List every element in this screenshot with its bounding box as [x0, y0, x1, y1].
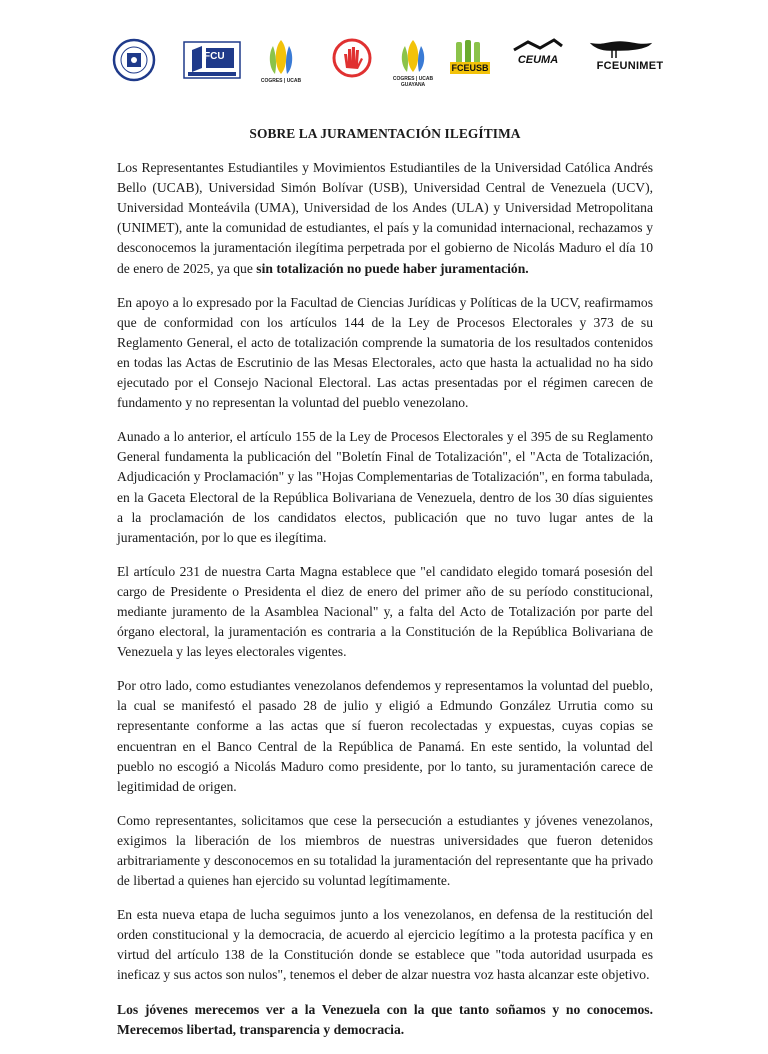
ceuma-caption: CEUMA — [517, 54, 559, 66]
fceusb-logo — [448, 38, 492, 94]
fcu-logo — [182, 38, 242, 94]
fceusb-caption: FCEUSB — [451, 63, 489, 73]
hand-logo — [332, 38, 372, 94]
fceunimet-logo — [582, 38, 678, 94]
paragraph-4: El artículo 231 de nuestra Carta Magna establece que "el candidato elegido tomará posesión del cargo de Presidente o Presidenta el diez de enero del primer año de su período constitucional, mediante juramento de la Asamblea Nacional" y, a falta del Acto de Totalización por parte del órgano electoral, la juramentación es contraria a la Constitución de la República Bolivariana de Venezuela y las leyes electorales vigentes. — [117, 563, 653, 660]
paragraph-3: Aunado a lo anterior, el artículo 155 de la Ley de Procesos Electorales y el 395 de su Reglamento General fundamenta la publicación del "Boletín Final de Totalización", el "Acta de Totalización, Adjudicación y Proclamación" y las "Hojas Complementarias de Totalización", en forma tabulada, en la Gaceta Electoral de la República Bolivariana de Venezuela, dentro de los 30 días siguientes a la proclamación de los candidatos electos, publicación que no tuvo lugar antes de la juramentación, por lo que es ilegítima. — [117, 429, 653, 545]
seal-logo — [112, 38, 156, 94]
paragraph-1 — [117, 158, 653, 279]
document-title: SOBRE LA JURAMENTACIÓN ILEGÍTIMA — [249, 126, 521, 141]
ceuma-logo — [510, 38, 566, 94]
paragraph-1-text: Los Representantes Estudiantiles y Movimientos Estudiantiles de la Universidad Católica Andrés Bello (UCAB), Universidad Simón Bolívar (USB), Universidad Central de Venezuela (UCV), Universidad Monteávila (UMA), Universidad de los Andes (ULA) y Universidad Metropolitana (UNIMET), ante la comunidad de estudiantes, el país y la comunidad internacional, rechazamos y desconocemos la juramentación ilegítima perpetrada por el gobierno de Nicolás Maduro el día 10 de enero de 2025, ya que — [117, 160, 653, 276]
paragraph-6: Como representantes, solicitamos que cese la persecución a estudiantes y jóvenes venezolanos, exigimos la liberación de los miembros de nuestras universidades que fueron detenidos arbitrariamente y desconocemos en su totalidad la juramentación del representante que ha privado de libertad a quienes han ejercido su voluntad legítimamente. — [117, 812, 653, 889]
logo-bar — [112, 38, 678, 94]
paragraph-7: En esta nueva etapa de lucha seguimos junto a los venezolanos, en defensa de la restitución del orden constitucional y la democracia, de acuerdo al ejercicio legítimo a la protesta pacífica y en virtud del artículo 138 de la Constitución donde se establece que "toda autoridad usurpada es ineficaz y sus actos son nulos", tenemos el deber de alzar nuestra voz hasta alcanzar este objetivo. — [117, 907, 653, 983]
paragraph-5: Por otro lado, como estudiantes venezolanos defendemos y representamos la voluntad del pueblo, la cual se manifestó el pasado 28 de julio y eligió a Edmundo González Urrutia como su representante conforme a las actas que sí fueron recolectadas y expuestas, cuyas copias se encuentran en el Banco Central de la República de Panamá. En este sentido, la voluntad del pueblo no escogió a Nicolás Maduro como presidente, por lo tanto, su juramentación carece de legitimidad de origen. — [117, 678, 653, 794]
paragraph-1-bold: sin totalización no puede haber juramentación. — [256, 260, 529, 276]
fcu-caption: FCU — [204, 51, 225, 62]
cogres-ucab-guayana-logo — [392, 38, 434, 94]
cogres-ucab-caption: COGRES | UCAB — [260, 78, 302, 84]
document-body — [117, 124, 653, 1054]
fceunimet-caption: FCEUNIMET — [596, 60, 664, 72]
closing-statement: Los jóvenes merecemos ver a la Venezuela con la que tanto soñamos y no conocemos. Merecemos libertad, transparencia y democracia. — [117, 1001, 653, 1037]
cogres-ucab-guayana-caption: COGRES | UCAB GUAYANA — [392, 76, 434, 88]
paragraph-2: En apoyo a lo expresado por la Facultad de Ciencias Jurídicas y Políticas de la UCV, reafirmamos que de conformidad con los artículos 144 de la Ley de Procesos Electorales y 373 de su Reglamento General, el acto de totalización comprende la sumatoria de los resultados contenidos en todas las Actas de Escrutinio de las Mesas Electorales, acto que hasta la actualidad no ha sido ejecutado por el Consejo Nacional Electoral. Las actas presentadas por el régimen carecen de fundamento y no representan la voluntad del pueblo venezolano. — [117, 294, 653, 411]
cogres-ucab-logo — [260, 38, 302, 94]
